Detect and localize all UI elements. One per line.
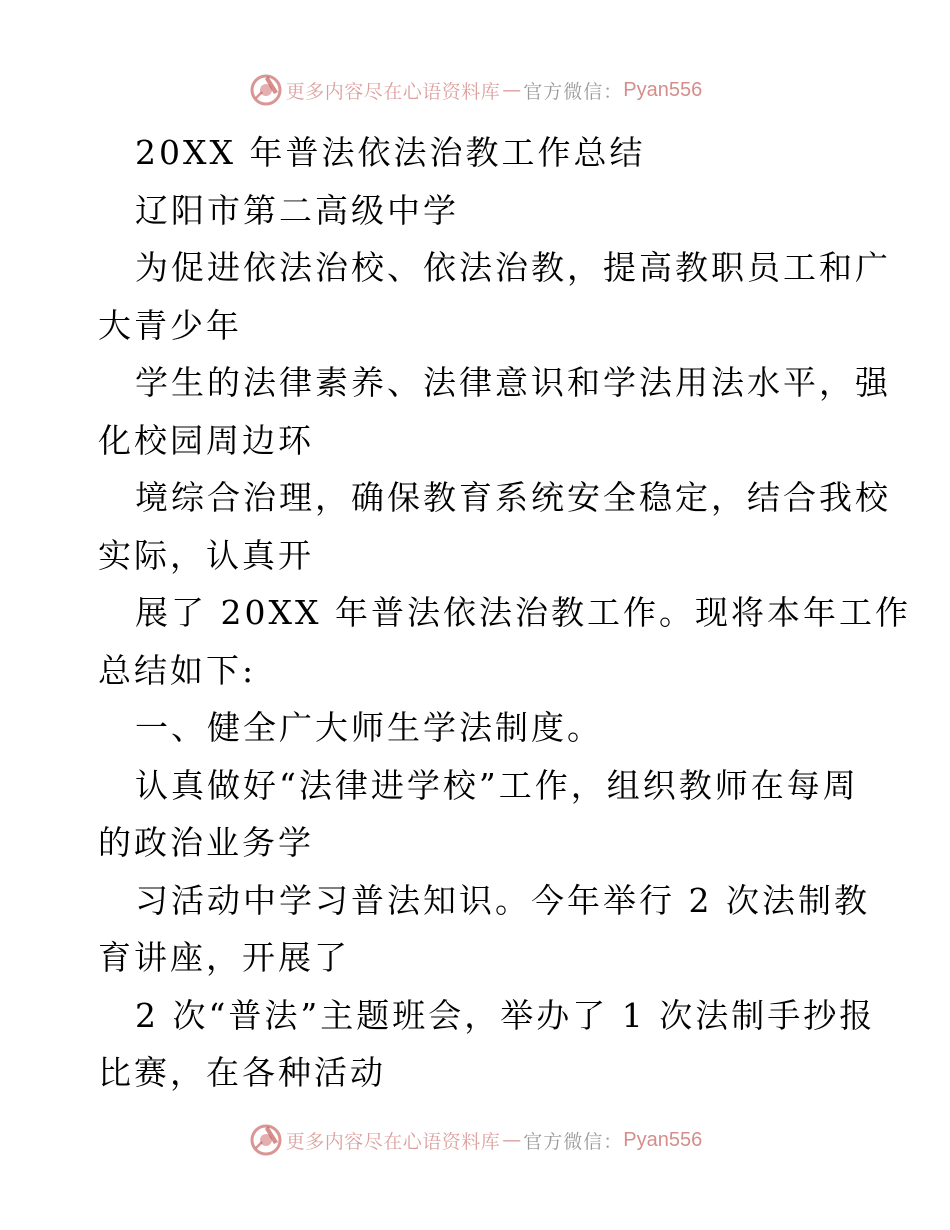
header-watermark (0, 70, 950, 110)
paragraph-line: 总结如下: (98, 650, 257, 690)
paragraph-line: 比赛，在各种活动 (98, 1053, 386, 1092)
logo-icon (248, 1122, 284, 1158)
paragraph-line: 为促进依法治校、依法治教，提高教职员工和广 (135, 248, 891, 287)
paragraph-line: 化校园周边环 (98, 420, 314, 460)
watermark-separator: — (502, 79, 522, 101)
watermark-wechat-label: 官方微信： (523, 80, 624, 103)
paragraph-line: 展了 20XX 年普法依法治教工作。现将本年工作 (135, 593, 911, 632)
footer-watermark (0, 1120, 950, 1160)
watermark-separator: — (502, 1129, 522, 1151)
paragraph-line: 20XX 年普法依法治教工作总结 (135, 133, 646, 172)
paragraph-line: 的政治业务学 (98, 823, 314, 862)
logo-icon (248, 72, 284, 108)
paragraph-line: 学生的法律素养、法律意识和学法用法水平，强 (135, 363, 891, 402)
paragraph-line: 习活动中学习普法知识。今年举行 2 次法制教 (135, 880, 870, 920)
watermark-wechat-label: 官方微信： (523, 1130, 624, 1153)
watermark-brand-text: 更多内容尽在心语资料库 (285, 1130, 501, 1153)
paragraph-line: 2 次“普法”主题班会，举办了 1 次法制手抄报 (135, 995, 876, 1035)
document-body (98, 124, 911, 1102)
paragraph-line: 实际，认真开 (98, 535, 314, 575)
watermark-wechat-id: Pyan556 (623, 1128, 703, 1151)
paragraph-line: 大青少年 (98, 305, 242, 345)
paragraph-line: 一、健全广大师生学法制度。 (135, 708, 603, 747)
paragraph-line: 认真做好“法律进学校”工作，组织教师在每周 (135, 765, 859, 805)
watermark-wechat-id: Pyan556 (623, 78, 703, 101)
watermark-brand-text: 更多内容尽在心语资料库 (285, 80, 501, 103)
paragraph-line: 辽阳市第二高级中学 (135, 190, 459, 230)
paragraph-line: 育讲座，开展了 (98, 938, 350, 977)
paragraph-line: 境综合治理，确保教育系统安全稳定，结合我校 (135, 478, 891, 517)
